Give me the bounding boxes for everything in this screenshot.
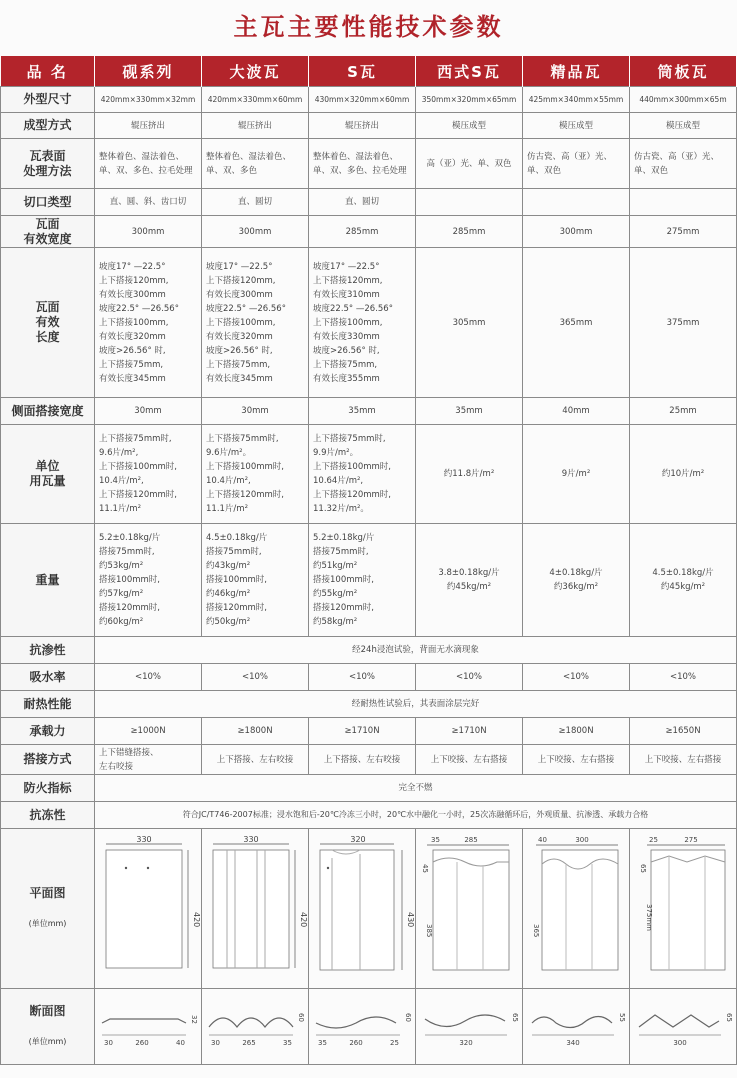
row-impermeability xyxy=(1,637,737,664)
cell: 整体着色、湿法着色、单、双、多色、拉毛处理 xyxy=(309,139,416,189)
cell xyxy=(523,189,630,216)
cell xyxy=(630,189,737,216)
section-dim-height: 60 xyxy=(404,1012,412,1022)
cell: ≥1000N xyxy=(95,718,202,745)
header-row xyxy=(1,56,737,87)
plan-label: 平面图 xyxy=(29,886,66,900)
row-label: 成型方式 xyxy=(1,113,95,139)
plan-drawing xyxy=(99,834,201,984)
cell: 直、圆、斜、齿口切 xyxy=(95,189,202,216)
row-label: 瓦表面 处理方法 xyxy=(1,139,95,189)
cell: 辊压挤出 xyxy=(202,113,309,139)
cell: 坡度17° —22.5° 上下搭接120mm, 有效长度300mm 坡度22.5° —26.56° 上下搭接100mm, 有效长度320mm 坡度>26.56° 时, 上下搭接75mm, 有效长度345mm xyxy=(95,248,202,398)
cell: 420mm×330mm×60mm xyxy=(202,87,309,113)
plan-width-dim: 330 xyxy=(243,834,259,844)
cell: 300mm xyxy=(95,216,202,248)
plan-drawing xyxy=(420,834,518,984)
cell: 25mm xyxy=(630,398,737,425)
row-label xyxy=(1,989,95,1065)
row-label: 瓦面 有效宽度 xyxy=(1,216,95,248)
page-title: 主瓦主要性能技术参数 xyxy=(233,12,504,41)
cell: <10% xyxy=(630,664,737,691)
cell: <10% xyxy=(95,664,202,691)
cell: 上下咬接、左右搭接 xyxy=(416,745,523,775)
row-weight xyxy=(1,524,737,637)
cell: 35mm xyxy=(416,398,523,425)
product-name: 大波瓦 xyxy=(202,56,309,87)
section-dim-height: 65 xyxy=(725,1012,733,1022)
section-drawing xyxy=(99,999,197,1055)
section-dim-mid: 340 xyxy=(566,1038,580,1047)
row-absorption xyxy=(1,664,737,691)
row-fire xyxy=(1,775,737,802)
cell: 275mm xyxy=(630,216,737,248)
row-frost xyxy=(1,802,737,829)
plan-drawing-cell xyxy=(309,829,416,989)
plan-drawing-cell xyxy=(416,829,523,989)
cell: 上下搭接75mm时, 9.6片/m², 上下搭接100mm时, 10.4片/m², 上下搭接120mm时, 11.1片/m² xyxy=(95,425,202,524)
section-dim-right: 25 xyxy=(390,1038,399,1047)
cell: 440mm×300mm×65m xyxy=(630,87,737,113)
cell: 整体着色、湿法着色、单、双、多色、拉毛处理 xyxy=(95,139,202,189)
cell: 辊压挤出 xyxy=(95,113,202,139)
section-drawing-cell xyxy=(416,989,523,1065)
plan-drawing-cell xyxy=(523,829,630,989)
cell: 坡度17° —22.5° 上下搭接120mm, 有效长度300mm 坡度22.5° —26.56° 上下搭接100mm, 有效长度320mm 坡度>26.56° 时, 上下搭接75mm, 有效长度345mm xyxy=(202,248,309,398)
header-label: 品 名 xyxy=(1,56,95,87)
cell: 4.5±0.18kg/片 搭接75mm时, 约43kg/m² 搭接100mm时, 约46kg/m² 搭接120mm时, 约50kg/m² xyxy=(202,524,309,637)
cell: ≥1650N xyxy=(630,718,737,745)
plan-drawing xyxy=(206,834,308,984)
cell: <10% xyxy=(523,664,630,691)
section-drawing-cell xyxy=(523,989,630,1065)
plan-width-dim: 275 xyxy=(684,835,698,844)
row-plan xyxy=(1,829,737,989)
cell: 30mm xyxy=(95,398,202,425)
cell: 上下错缝搭接、 左右咬接 xyxy=(95,745,202,775)
cell: <10% xyxy=(416,664,523,691)
cell: 上下搭接75mm时, 9.9片/m²。 上下搭接100mm时, 10.64片/m², 上下搭接120mm时, 11.32片/m²。 xyxy=(309,425,416,524)
cell: 完全不燃 xyxy=(95,775,737,802)
cell: 5.2±0.18kg/片 搭接75mm时, 约53kg/m² 搭接100mm时, 约57kg/m² 搭接120mm时, 约60kg/m² xyxy=(95,524,202,637)
section-drawing-cell xyxy=(202,989,309,1065)
cell: 5.2±0.18kg/片 搭接75mm时, 约51kg/m² 搭接100mm时, 约55kg/m² 搭接120mm时, 约58kg/m² xyxy=(309,524,416,637)
cell: 4±0.18kg/片 约36kg/m² xyxy=(523,524,630,637)
cell: 约11.8片/m² xyxy=(416,425,523,524)
cell: 30mm xyxy=(202,398,309,425)
cell: 430mm×320mm×60mm xyxy=(309,87,416,113)
cell: 305mm xyxy=(416,248,523,398)
section-drawing-cell xyxy=(95,989,202,1065)
plan-unit: (单位mm) xyxy=(28,919,67,928)
row-label: 防火指标 xyxy=(1,775,95,802)
cell: 上下搭接、左右咬接 xyxy=(309,745,416,775)
cell: 300mm xyxy=(202,216,309,248)
cell: <10% xyxy=(309,664,416,691)
plan-drawing-cell xyxy=(202,829,309,989)
row-heat xyxy=(1,691,737,718)
row-side-overlap xyxy=(1,398,737,425)
cell: 整体着色、湿法着色、单、双、多色 xyxy=(202,139,309,189)
plan-height-dim: 365 xyxy=(532,923,540,937)
cell: 模压成型 xyxy=(523,113,630,139)
section-dim-left: 30 xyxy=(211,1038,220,1047)
cell: 经24h浸泡试验，背面无水滴现象 xyxy=(95,637,737,664)
plan-height-dim: 420 xyxy=(299,911,308,927)
section-dim-height: 65 xyxy=(511,1012,519,1022)
section-drawing xyxy=(420,999,518,1055)
spec-table xyxy=(0,56,737,1065)
row-label: 耐热性能 xyxy=(1,691,95,718)
section-label: 断面图 xyxy=(29,1004,66,1018)
section-dim-mid: 260 xyxy=(349,1038,363,1047)
cell: 375mm xyxy=(630,248,737,398)
plan-width-dim: 285 xyxy=(464,835,478,844)
cell: 辊压挤出 xyxy=(309,113,416,139)
product-name: 西式S瓦 xyxy=(416,56,523,87)
plan-dim-a: 25 xyxy=(649,835,658,844)
cell: 模压成型 xyxy=(416,113,523,139)
row-label: 抗冻性 xyxy=(1,802,95,829)
row-label: 外型尺寸 xyxy=(1,87,95,113)
row-label: 瓦面 有效 长度 xyxy=(1,248,95,398)
section-drawing-cell xyxy=(630,989,737,1065)
row-label: 侧面搭接宽度 xyxy=(1,398,95,425)
cell: 35mm xyxy=(309,398,416,425)
row-cut xyxy=(1,189,737,216)
row-section xyxy=(1,989,737,1065)
section-drawing xyxy=(206,999,304,1055)
cell: 直、圆切 xyxy=(202,189,309,216)
cell: 经耐热性试验后，其表面涂层完好 xyxy=(95,691,737,718)
row-size xyxy=(1,87,737,113)
section-dim-height: 32 xyxy=(190,1014,198,1024)
product-name: S瓦 xyxy=(309,56,416,87)
plan-dim-b: 65 xyxy=(639,863,647,873)
cell: 上下咬接、左右搭接 xyxy=(523,745,630,775)
cell: 350mm×320mm×65mm xyxy=(416,87,523,113)
section-dim-height: 60 xyxy=(297,1012,305,1022)
row-label: 单位 用瓦量 xyxy=(1,425,95,524)
row-load xyxy=(1,718,737,745)
plan-height-dim: 375mm xyxy=(645,903,653,931)
plan-width-dim: 320 xyxy=(350,834,366,844)
plan-drawing xyxy=(527,834,625,984)
cell: 模压成型 xyxy=(630,113,737,139)
section-drawing xyxy=(634,999,732,1055)
section-dim-right: 35 xyxy=(283,1038,292,1047)
cell: 仿古瓷、高（亚）光、单、双色 xyxy=(630,139,737,189)
section-unit: (单位mm) xyxy=(28,1037,67,1046)
plan-height-dim: 385 xyxy=(425,923,433,937)
section-drawing xyxy=(313,999,411,1055)
row-usage xyxy=(1,425,737,524)
section-dim-mid: 320 xyxy=(459,1038,473,1047)
plan-dim-b: 45 xyxy=(421,863,429,873)
cell: 上下搭接75mm时, 9.6片/m²。 上下搭接100mm时, 10.4片/m², 上下搭接120mm时, 11.1片/m² xyxy=(202,425,309,524)
plan-height-dim: 420 xyxy=(192,911,201,927)
row-label: 切口类型 xyxy=(1,189,95,216)
cell: 坡度17° —22.5° 上下搭接120mm, 有效长度310mm 坡度22.5° —26.56° 上下搭接100mm, 有效长度330mm 坡度>26.56° 时, 上下搭接75mm, 有效长度355mm xyxy=(309,248,416,398)
cell: 425mm×340mm×55mm xyxy=(523,87,630,113)
section-dim-mid: 300 xyxy=(673,1038,687,1047)
cell: 仿古瓷、高（亚）光、单、双色 xyxy=(523,139,630,189)
plan-height-dim: 430 xyxy=(406,911,415,927)
cell: 4.5±0.18kg/片 约45kg/m² xyxy=(630,524,737,637)
cell: 3.8±0.18kg/片 约45kg/m² xyxy=(416,524,523,637)
cell: 40mm xyxy=(523,398,630,425)
plan-drawing xyxy=(634,834,732,984)
section-dim-right: 40 xyxy=(176,1038,185,1047)
plan-width-dim: 330 xyxy=(136,834,152,844)
section-drawing-cell xyxy=(309,989,416,1065)
plan-drawing-cell xyxy=(95,829,202,989)
row-label: 吸水率 xyxy=(1,664,95,691)
cell: 上下搭接、左右咬接 xyxy=(202,745,309,775)
product-name: 筒板瓦 xyxy=(630,56,737,87)
plan-drawing xyxy=(313,834,415,984)
cell: 9片/m² xyxy=(523,425,630,524)
cell: 285mm xyxy=(416,216,523,248)
row-eff-width xyxy=(1,216,737,248)
cell: ≥1800N xyxy=(202,718,309,745)
cell: 300mm xyxy=(523,216,630,248)
cell: 420mm×330mm×32mm xyxy=(95,87,202,113)
row-label: 搭接方式 xyxy=(1,745,95,775)
plan-width-dim: 300 xyxy=(575,835,589,844)
cell: 365mm xyxy=(523,248,630,398)
cell xyxy=(416,189,523,216)
section-drawing xyxy=(527,999,625,1055)
cell: ≥1710N xyxy=(416,718,523,745)
plan-dim-a: 35 xyxy=(431,835,440,844)
row-surface xyxy=(1,139,737,189)
row-eff-length xyxy=(1,248,737,398)
section-dim-left: 35 xyxy=(318,1038,327,1047)
row-label xyxy=(1,829,95,989)
product-name: 砚系列 xyxy=(95,56,202,87)
cell: <10% xyxy=(202,664,309,691)
cell: 285mm xyxy=(309,216,416,248)
section-dim-height: 55 xyxy=(618,1012,626,1022)
plan-drawing-cell xyxy=(630,829,737,989)
row-label: 重量 xyxy=(1,524,95,637)
row-lap-method xyxy=(1,745,737,775)
product-name: 精品瓦 xyxy=(523,56,630,87)
section-dim-mid: 265 xyxy=(242,1038,256,1047)
cell: ≥1800N xyxy=(523,718,630,745)
cell: 直、圆切 xyxy=(309,189,416,216)
cell: 符合JC/T746-2007标准；浸水饱和后-20℃冷冻三小时，20℃水中融化一小时，25次冻融循环后，外观质量、抗渗透、承载力合格 xyxy=(95,802,737,829)
row-label: 承载力 xyxy=(1,718,95,745)
cell: 上下咬接、左右搭接 xyxy=(630,745,737,775)
row-label: 抗渗性 xyxy=(1,637,95,664)
row-forming xyxy=(1,113,737,139)
section-dim-left: 30 xyxy=(104,1038,113,1047)
cell: 约10片/m² xyxy=(630,425,737,524)
section-dim-mid: 260 xyxy=(135,1038,149,1047)
cell: ≥1710N xyxy=(309,718,416,745)
plan-dim-a: 40 xyxy=(538,835,547,844)
cell: 高（亚）光、单、双色 xyxy=(416,139,523,189)
